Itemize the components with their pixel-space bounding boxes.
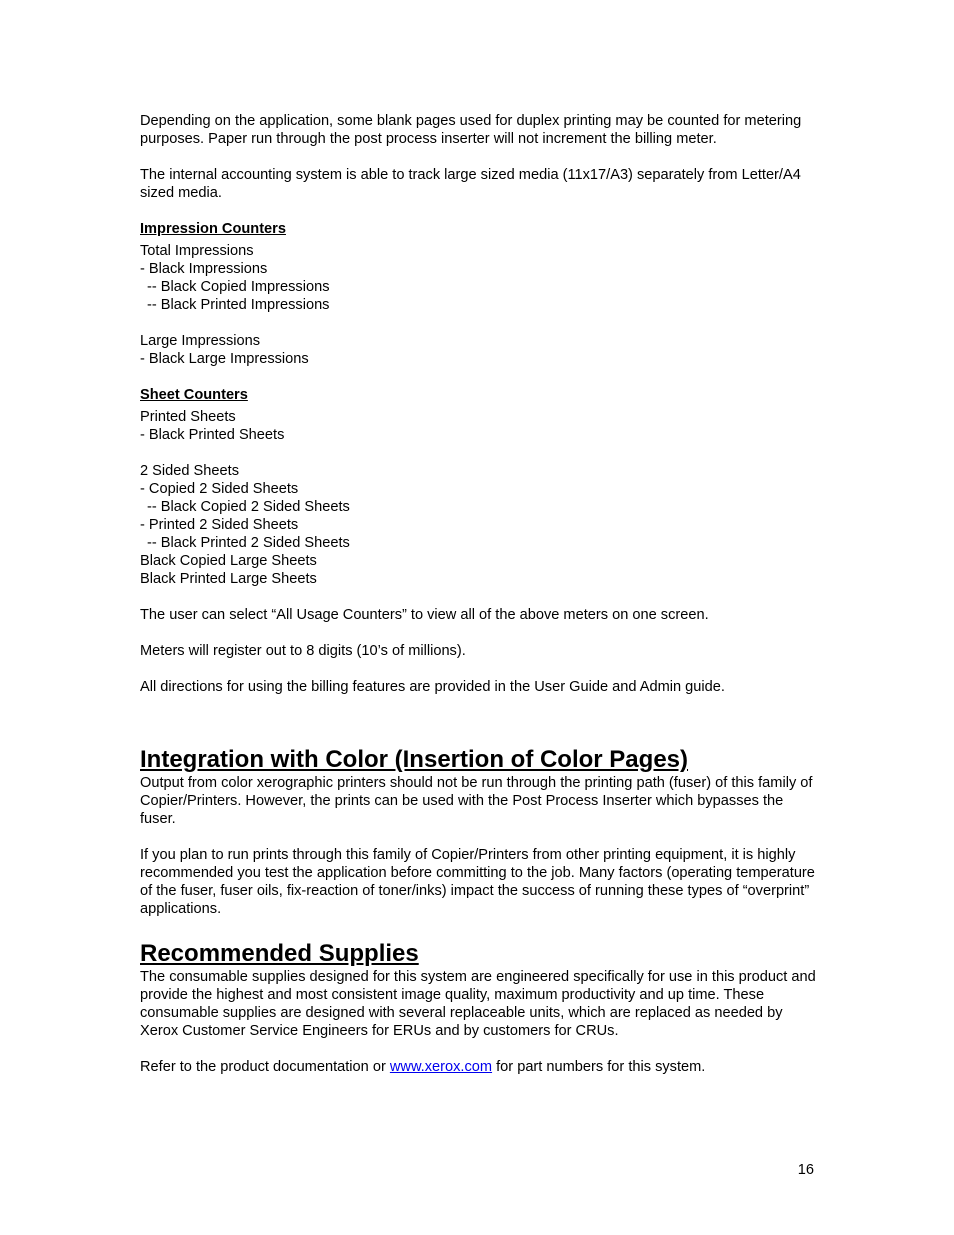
impression-counters-heading: Impression Counters	[140, 221, 286, 237]
impression-counters-group-1	[140, 242, 820, 314]
list-item: -- Black Printed 2 Sided Sheets	[147, 535, 350, 551]
note-directions: All directions for using the billing features are provided in the User Guide and Admin guide.	[140, 679, 725, 695]
document-body	[140, 112, 820, 1076]
sheet-counters-heading: Sheet Counters	[140, 387, 248, 403]
supplies-heading: Recommended Supplies	[140, 940, 419, 967]
note-all-usage-counters: The user can select “All Usage Counters” to view all of the above meters on one screen.	[140, 607, 709, 623]
supplies-paragraph-2	[140, 1058, 820, 1076]
supplies-text-after: for part numbers for this system.	[492, 1059, 706, 1075]
integration-paragraph-1: Output from color xerographic printers should not be run through the printing path (fuser) of this family of Copier/Printers. However, the prints can be used with the Post Process Inserter which bypasses the fuser.	[140, 775, 813, 827]
list-item: - Black Printed Sheets	[140, 427, 285, 443]
list-item: Black Printed Large Sheets	[140, 571, 317, 587]
list-item: -- Black Copied Impressions	[147, 279, 330, 295]
list-item: - Black Large Impressions	[140, 351, 309, 367]
list-item: Printed Sheets	[140, 409, 236, 425]
supplies-text-before: Refer to the product documentation or	[140, 1059, 390, 1075]
list-item: 2 Sided Sheets	[140, 463, 239, 479]
list-item: - Black Impressions	[140, 261, 268, 277]
list-item: Large Impressions	[140, 333, 261, 349]
intro-paragraph-2: The internal accounting system is able to track large sized media (11x17/A3) separately from Letter/A4 sized media.	[140, 167, 801, 201]
list-item: Total Impressions	[140, 243, 254, 259]
list-item: - Printed 2 Sided Sheets	[140, 517, 299, 533]
impression-counters-group-2	[140, 332, 820, 368]
page-number: 16	[797, 1162, 814, 1178]
list-item: -- Black Printed Impressions	[147, 297, 330, 313]
supplies-paragraph-1: The consumable supplies designed for this system are engineered specifically for use in this product and provide the highest and most consistent image quality, maximum productivity and up time. These consumable supplies are designed with several replaceable units, which are replaced as needed by Xerox Customer Service Engineers for ERUs and by customers for CRUs.	[140, 969, 816, 1039]
intro-paragraph-1: Depending on the application, some blank pages used for duplex printing may be counted for metering purposes. Paper run through the post process inserter will not increment the billing meter.	[140, 113, 802, 147]
list-item: -- Black Copied 2 Sided Sheets	[147, 499, 350, 515]
sheet-counters-group-2	[140, 462, 820, 588]
list-item: Black Copied Large Sheets	[140, 553, 317, 569]
note-meter-digits: Meters will register out to 8 digits (10’s of millions).	[140, 643, 466, 659]
xerox-link[interactable]: www.xerox.com	[389, 1059, 493, 1075]
sheet-counters-group-1	[140, 408, 820, 444]
list-item: - Copied 2 Sided Sheets	[140, 481, 299, 497]
integration-paragraph-2: If you plan to run prints through this family of Copier/Printers from other printing equipment, it is highly recommended you test the application before committing to the job. Many factors (operating temperature of the fuser, fuser oils, fix-reaction of toner/inks) impact the success of running these types of “overprint” applications.	[140, 847, 815, 917]
integration-heading: Integration with Color (Insertion of Color Pages)	[140, 746, 689, 773]
